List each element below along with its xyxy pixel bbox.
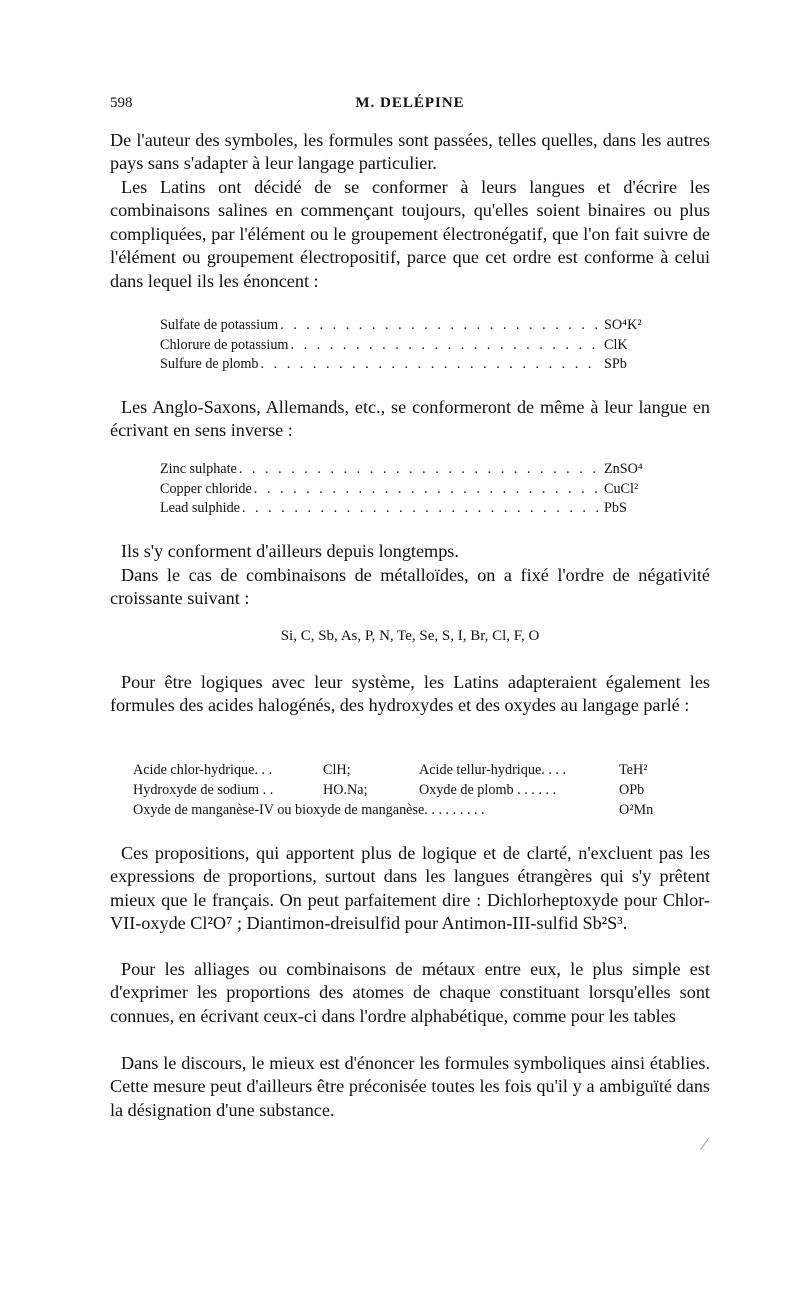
table-row [160, 355, 640, 375]
table-row [160, 460, 643, 480]
compound-name: Oxyde de plomb . . . . . . [419, 782, 557, 798]
paragraph-2: Les Latins ont décidé de se conformer à leurs langues et d'écrire les combinaisons salines en commençant toujours, qu'elles soient binaires ou plus compliquées, par l'élément ou le groupement électronégatif, que l'on fait suivre de l'élément ou groupement électropositif, parce que cet ordre est conforme à celui dans lequel ils les énoncent : [110, 177, 710, 291]
table-row [133, 780, 673, 800]
page-number: 598 [110, 95, 133, 111]
compound-name: Acide chlor-hydrique. . . [133, 762, 273, 778]
table-row [133, 760, 673, 780]
formula: CuCl² [604, 480, 639, 497]
formula: PbS [604, 500, 627, 516]
paragraph-1: De l'auteur des symboles, les formules sont passées, telles quelles, dans les autres pays sans s'adapter à leur langage particulier. [110, 130, 710, 174]
stray-pen-mark [700, 1138, 709, 1150]
table-row [133, 800, 673, 820]
paragraph-9: Dans le discours, le mieux est d'énoncer les formules symboliques ainsi établies. Cette mesure peut d'ailleurs être préconisée toutes les fois qu'il y a ambiguïté dans la désignation d'une substance. [110, 1053, 710, 1120]
compound-name: Copper chloride [160, 480, 252, 497]
formula: ZnSO⁴ [604, 461, 643, 477]
formula: SO⁴K² [604, 317, 642, 333]
leader-dots [242, 499, 598, 519]
table-row [160, 499, 640, 519]
formula: HO.Na; [323, 782, 368, 798]
compound-name: Sulfure de plomb [160, 356, 259, 372]
table-row [160, 336, 640, 356]
running-head: M. DELÉPINE [355, 95, 465, 111]
english-formula-table [160, 460, 643, 519]
formula: SPb [604, 356, 627, 372]
paragraph-7: Ces propositions, qui apportent plus de logique et de clarté, n'excluent pas les expressions de proportions, surtout dans les langues étrangères qui s'y prêtent mieux que le français. On peut parfaitement dire : Dichlorheptoxyde pour Chlor-VII-oxyde Cl²O⁷ ; Diantimon-dreisulfid pour Antimon-III-sulfid Sb²S³. [110, 843, 710, 934]
formula: TeH² [619, 762, 648, 778]
leader-dots [261, 355, 598, 375]
compound-name: Oxyde de manganèse-IV ou bioxyde de manganèse. . . . . . . . . [133, 802, 485, 818]
page-header [110, 95, 710, 119]
formula: OPb [619, 782, 645, 798]
compound-name: Chlorure de potassium [160, 336, 289, 353]
table-row [160, 480, 640, 500]
leader-dots [239, 460, 598, 480]
compound-name: Hydroxyde de sodium . . [133, 782, 274, 798]
latin-formula-table [160, 316, 640, 375]
compound-name: Lead sulphide [160, 500, 240, 516]
leader-dots [290, 336, 598, 356]
paragraph-3: Les Anglo-Saxons, Allemands, etc., se conformeront de même à leur langue en écrivant en sens inverse : [110, 397, 710, 441]
paragraph-6: Pour être logiques avec leur système, les Latins adapteraient également les formules des acides halogénés, des hydroxydes et des oxydes au langage parlé : [110, 672, 710, 716]
acid-formula-table [133, 760, 673, 820]
leader-dots [254, 480, 598, 500]
compound-name: Sulfate de potassium [160, 317, 279, 333]
formula: ClK [604, 336, 628, 353]
paragraph-5: Dans le cas de combinaisons de métalloïdes, on a fixé l'ordre de négativité croissante suivant : [110, 565, 710, 609]
compound-name: Zinc sulphate [160, 461, 237, 477]
paragraph-8: Pour les alliages ou combinaisons de métaux entre eux, le plus simple est d'exprimer les proportions des atomes de chaque constituant lorsqu'elles sont connues, en écrivant ceux-ci dans l'ordre alphabétique, comme pour les tables [110, 959, 710, 1026]
table-row [160, 316, 640, 336]
negativity-series: Si, C, Sb, As, P, N, Te, Se, S, I, Br, Cl, F, O [280, 628, 540, 644]
formula: ClH; [323, 762, 351, 778]
compound-name: Acide tellur-hydrique. . . . [419, 762, 567, 778]
paragraph-4: Ils s'y conforment d'ailleurs depuis longtemps. [121, 541, 459, 561]
leader-dots [280, 316, 598, 336]
formula: O²Mn [619, 802, 654, 818]
